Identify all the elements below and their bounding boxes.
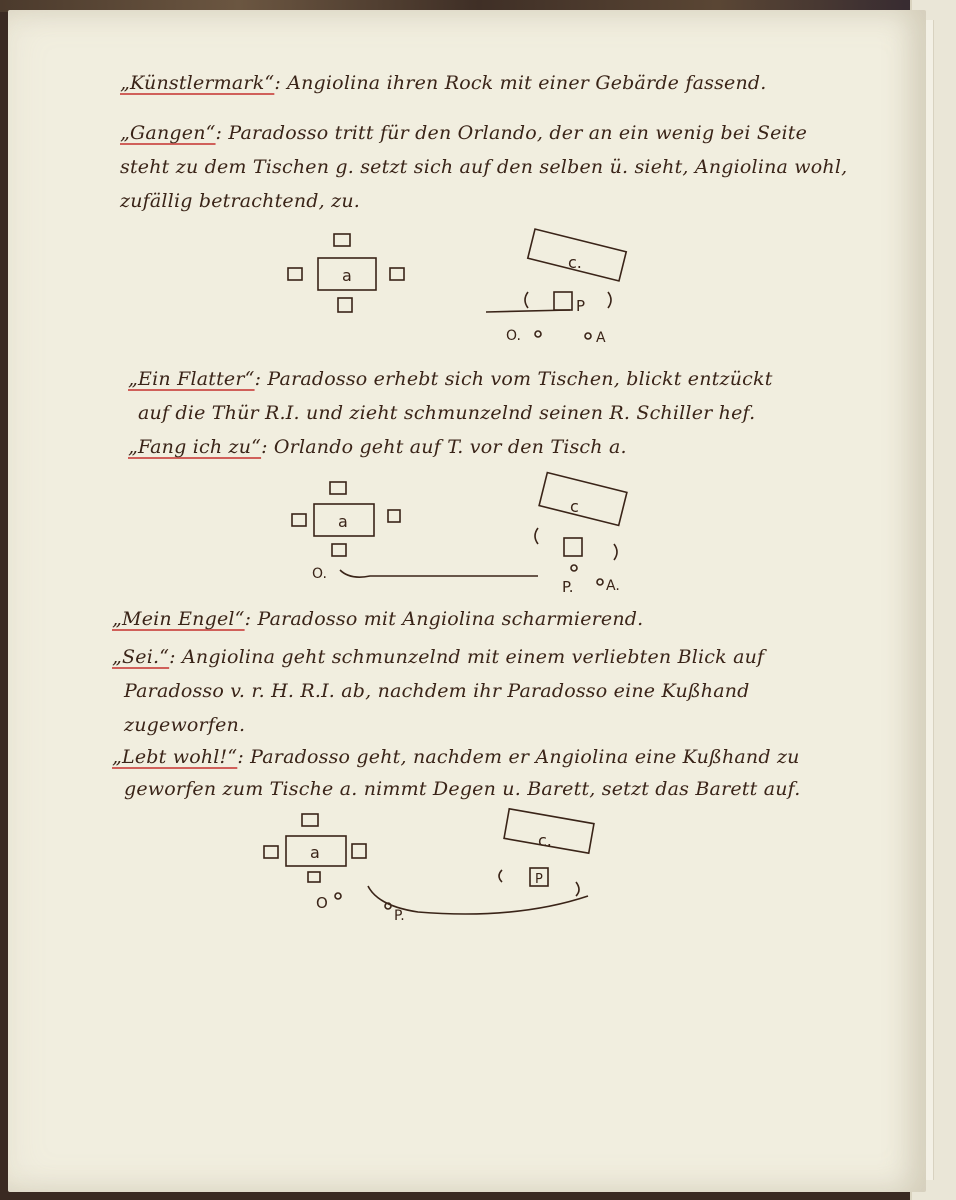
text-line-12 <box>112 746 800 768</box>
table-c-label: c. <box>568 253 582 272</box>
table-c-outline <box>539 473 627 526</box>
line-text-11: zugeworfen. <box>124 714 246 736</box>
position-mark <box>571 565 577 571</box>
text-line-13 <box>124 778 800 800</box>
line-text-10: Paradosso v. r. H. R.I. ab, nachdem ihr Paradosso eine Kußhand <box>124 680 750 702</box>
path-line <box>340 570 538 577</box>
chair-icon <box>264 846 278 858</box>
chair-icon <box>334 234 350 246</box>
text-line-7 <box>128 436 627 458</box>
text-line-5 <box>128 368 773 390</box>
text-line-9 <box>112 646 764 668</box>
chair-icon <box>576 882 579 896</box>
position-mark <box>335 893 341 899</box>
table-a-label: a <box>342 266 352 285</box>
chair-icon <box>499 870 502 882</box>
text-line-8 <box>112 608 643 630</box>
seat-label: P. <box>562 578 574 596</box>
cue-5: „Ein Flatter“ <box>128 368 255 390</box>
person-label: O. <box>312 566 327 582</box>
text-line-6 <box>138 402 755 424</box>
person-label: P. <box>394 908 405 924</box>
chair-icon <box>338 298 352 312</box>
stage-diagram-3 <box>256 810 656 930</box>
cue-8: „Mein Engel“ <box>112 608 245 630</box>
line-text-8: : Paradosso mit Angiolina scharmierend. <box>244 608 644 630</box>
chair-icon <box>388 510 400 522</box>
position-mark <box>585 333 591 339</box>
seat-label: P <box>576 297 586 315</box>
path-line <box>486 310 570 312</box>
line-text-1: : Angiolina ihren Rock mit einer Gebärde fassend. <box>274 72 767 94</box>
chair-icon <box>292 514 306 526</box>
chair-icon <box>525 292 528 308</box>
chair-icon <box>614 544 617 560</box>
stage-diagram-2 <box>288 472 668 602</box>
chair-icon <box>554 292 572 310</box>
table-a-label: a <box>310 843 320 862</box>
cue-2: „Gangen“ <box>120 122 216 144</box>
text-line-1 <box>120 72 767 94</box>
cue-7: „Fang ich zu“ <box>128 436 262 458</box>
text-line-2 <box>120 122 807 144</box>
chair-icon <box>308 872 320 882</box>
person-label: O <box>316 894 328 912</box>
text-line-3 <box>120 156 847 178</box>
line-text-7: : Orlando geht auf T. vor den Tisch a. <box>261 436 627 458</box>
position-mark <box>597 579 603 585</box>
stage-diagram-1 <box>278 228 658 348</box>
chair-icon <box>332 544 346 556</box>
text-line-10 <box>124 680 750 702</box>
line-text-6: auf die Thür R.I. und zieht schmunzelnd seinen R. Schiller hef. <box>138 402 756 424</box>
line-text-2: : Paradosso tritt für den Orlando, der an ein wenig bei Seite <box>215 122 808 144</box>
chair-icon <box>330 482 346 494</box>
seat-label: P <box>535 872 543 887</box>
table-c-label: c. <box>538 831 552 850</box>
cue-9: „Sei.“ <box>112 646 170 668</box>
chair-icon <box>564 538 582 556</box>
cue-1: „Künstlermark“ <box>120 72 275 94</box>
chair-icon <box>535 528 538 544</box>
line-text-3: steht zu dem Tischen g. setzt sich auf den selben ü. sieht, Angiolina wohl, <box>120 156 848 178</box>
person-label: A. <box>606 578 620 594</box>
text-line-11 <box>124 714 245 736</box>
cue-12: „Lebt wohl!“ <box>112 746 238 768</box>
line-text-5: : Paradosso erhebt sich vom Tischen, blickt entzückt <box>254 368 773 390</box>
chair-icon <box>352 844 366 858</box>
chair-icon <box>608 292 611 308</box>
person-label: O. <box>506 328 521 344</box>
line-text-9: : Angiolina geht schmunzelnd mit einem verliebten Blick auf <box>169 646 765 668</box>
person-label: A <box>596 330 606 346</box>
line-text-12: : Paradosso geht, nachdem er Angiolina eine Kußhand zu <box>237 746 800 768</box>
table-c-label: c <box>570 497 579 516</box>
line-text-13: geworfen zum Tische a. nimmt Degen u. Barett, setzt das Barett auf. <box>124 778 801 800</box>
manuscript-page <box>8 10 926 1192</box>
position-mark <box>535 331 541 337</box>
line-text-4: zufällig betrachtend, zu. <box>120 190 361 212</box>
chair-icon <box>390 268 404 280</box>
text-line-4 <box>120 190 360 212</box>
chair-icon <box>302 814 318 826</box>
chair-icon <box>288 268 302 280</box>
table-a-label: a <box>338 512 348 531</box>
